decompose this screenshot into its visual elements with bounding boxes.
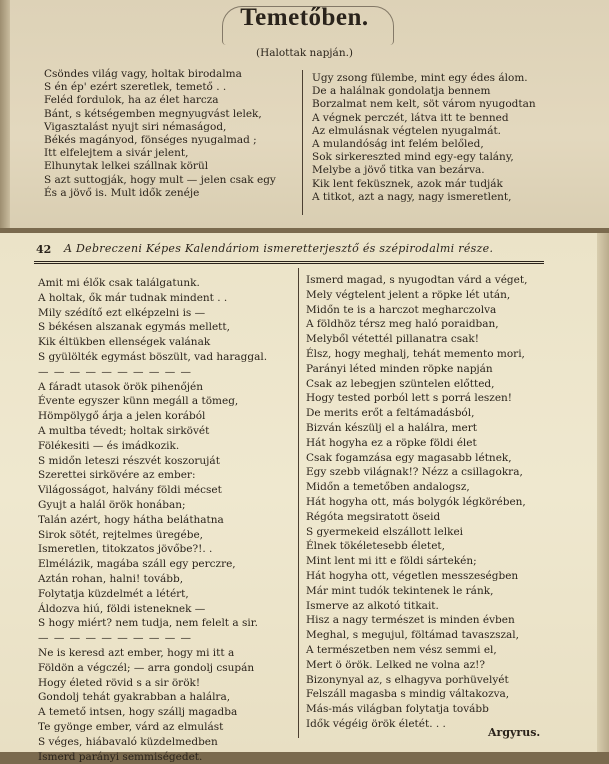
- verse-line: Élnek tökéletesebb életet,: [306, 539, 527, 554]
- verse-line: S én ép' ezért szeretlek, temető . .: [44, 81, 276, 94]
- verse-line: Felszáll magasba s mindig váltakozva,: [306, 687, 527, 702]
- verse-line: Fölékesiti — és imádkozik.: [38, 439, 267, 454]
- verse-line: Borzalmat nem kelt, söt várom nyugodtan: [312, 98, 536, 111]
- verse-line: Csöndes világ vagy, holtak birodalma: [44, 68, 276, 81]
- verse-line: Idők végéig örök életét. . .: [306, 717, 527, 732]
- verse-line: A fáradt utasok örök pihenőjén: [38, 380, 267, 395]
- verse-line: A végnek perczét, látva itt te benned: [312, 112, 536, 125]
- verse-line: S gyermekeid elszállott lelkei: [306, 525, 527, 540]
- verse-line: S midőn leteszi részvét koszoruját: [38, 454, 267, 469]
- verse-line: Földön a végczél; — arra gondolj csupán: [38, 661, 267, 676]
- verse-line: Vigasztalást nyujt siri némaságod,: [44, 121, 276, 134]
- verse-line: A titkot, azt a nagy, nagy ismeretlent,: [312, 191, 536, 204]
- verse-line: Parányi léted minden röpke napján: [306, 362, 527, 377]
- verse-line: A mulandóság int felém belőled,: [312, 138, 536, 151]
- verse-line: Világosságot, halvány földi mécset: [38, 483, 267, 498]
- verse-line: A temető intsen, hogy szállj magadba: [38, 705, 267, 720]
- author-signature: Argyrus.: [488, 726, 540, 739]
- verse-line: Bánt, s kétségemben megnyugvást lelek,: [44, 108, 276, 121]
- verse-line: Egy szebb világnak!? Nézz a csillagokra,: [306, 465, 527, 480]
- verse-line: Mint lent mi itt e földi sártekén;: [306, 554, 527, 569]
- verse-line: Hömpölygő árja a jelen korából: [38, 409, 267, 424]
- verse-line: Hogy életed rövid s a sir örök!: [38, 676, 267, 691]
- verse-line: Évente egyszer künn megáll a tömeg,: [38, 394, 267, 409]
- verse-line: Régóta megsiratott öseid: [306, 510, 527, 525]
- verse-line: Itt elfelejtem a sivár jelent,: [44, 147, 276, 160]
- top-right-column: [312, 72, 536, 204]
- bottom-left-column: [38, 276, 267, 764]
- page-number: 42: [36, 243, 51, 256]
- verse-line: Folytatja küzdelmét a létért,: [38, 587, 267, 602]
- verse-line: A földhöz térsz meg haló poraidban,: [306, 317, 527, 332]
- verse-line: Amit mi élők csak találgatunk.: [38, 276, 267, 291]
- verse-line: Már mint tudók tekintenek le ránk,: [306, 584, 527, 599]
- verse-line: Gondolj tehát gyakrabban a halálra,: [38, 690, 267, 705]
- verse-line: Melybe a jövő titka van bezárva.: [312, 164, 536, 177]
- verse-line: Hát hogyha ez a röpke földi élet: [306, 436, 527, 451]
- verse-line: És a jövő is. Mult idők zenéje: [44, 187, 276, 200]
- column-divider: [302, 70, 303, 215]
- verse-line: Más-más világban folytatja tovább: [306, 702, 527, 717]
- verse-line: Ismerd parányi semmiségedet.: [38, 750, 267, 764]
- verse-line: Ismeretlen, titokzatos jövőbe?!. .: [38, 542, 267, 557]
- verse-line: Bizonynyal az, s elhagyva porhüvelyét: [306, 673, 527, 688]
- verse-line: A multba tévedt; holtak sirkövét: [38, 424, 267, 439]
- verse-line: Mert ö örök. Lelked ne volna az!?: [306, 658, 527, 673]
- verse-line: Talán azért, hogy hátha beláthatna: [38, 513, 267, 528]
- verse-line: Melyből vétettél pillanatra csak!: [306, 332, 527, 347]
- verse-line: Csak fogamzása egy magasabb létnek,: [306, 451, 527, 466]
- verse-line: Hát hogyha ott, végetlen messzeségben: [306, 569, 527, 584]
- poem-subtitle: (Halottak napján.): [0, 47, 609, 59]
- verse-line: De a halálnak gondolatja bennem: [312, 85, 536, 98]
- verse-line: Kik éltükben ellenségek valának: [38, 335, 267, 350]
- stanza-separator: — — — — — — — — — —: [38, 365, 267, 380]
- verse-line: Elmélázik, magába száll egy perczre,: [38, 557, 267, 572]
- page-edge-shadow: [597, 233, 609, 752]
- verse-line: Sirok sötét, rejtelmes üregébe,: [38, 528, 267, 543]
- verse-line: Csak az lebegjen szüntelen előtted,: [306, 377, 527, 392]
- verse-line: Hát hogyha ott, más bolygók légkörében,: [306, 495, 527, 510]
- verse-line: Aztán rohan, halni! tovább,: [38, 572, 267, 587]
- verse-line: Ugy zsong fülembe, mint egy édes álom.: [312, 72, 536, 85]
- verse-line: Hogy tested porból lett s porrá leszen!: [306, 391, 527, 406]
- bottom-right-column: [306, 273, 527, 732]
- verse-line: Békés magányod, fönséges nyugalmad ;: [44, 134, 276, 147]
- verse-line: Meghal, s megujul, föltámad tavaszszal,: [306, 628, 527, 643]
- verse-line: Kik lent feküsznek, azok már tudják: [312, 178, 536, 191]
- top-left-column: [44, 68, 276, 200]
- verse-line: A természetben nem vész semmi el,: [306, 643, 527, 658]
- verse-line: Hisz a nagy természet is minden évben: [306, 613, 527, 628]
- verse-line: Gyujt a halál örök honában;: [38, 498, 267, 513]
- verse-line: Midőn a temetőben andalogsz,: [306, 480, 527, 495]
- verse-line: Áldozva hiú, földi isteneknek —: [38, 602, 267, 617]
- verse-line: Szerettei sirkövére az ember:: [38, 468, 267, 483]
- verse-line: Feléd fordulok, ha az élet harcza: [44, 94, 276, 107]
- header-rule: [34, 261, 544, 264]
- verse-line: S hogy miért? nem tudja, nem felelt a sir.: [38, 616, 267, 631]
- verse-line: Ismerd magad, s nyugodtan várd a véget,: [306, 273, 527, 288]
- verse-line: Te gyönge ember, várd az elmulást: [38, 720, 267, 735]
- verse-line: Mily szédítő ezt elképzelni is —: [38, 306, 267, 321]
- verse-line: Sok sirkereszted mind egy-egy talány,: [312, 151, 536, 164]
- verse-line: Elhunytak lelkei szállnak körül: [44, 160, 276, 173]
- verse-line: S azt suttogják, hogy mult — jelen csak egy: [44, 174, 276, 187]
- verse-line: S véges, hiábavaló küzdelmedben: [38, 735, 267, 750]
- verse-line: S békésen alszanak egymás mellett,: [38, 320, 267, 335]
- column-divider: [298, 268, 299, 738]
- running-header: A Debreczeni Képes Kalendáriom ismeretterjesztő és szépirodalmi része.: [64, 242, 493, 255]
- verse-line: Élsz, hogy meghalj, tehát memento mori,: [306, 347, 527, 362]
- verse-line: Ismerve az alkotó titkait.: [306, 599, 527, 614]
- verse-line: De merits erőt a feltámadásból,: [306, 406, 527, 421]
- verse-line: Bizván készülj el a halálra, mert: [306, 421, 527, 436]
- verse-line: Midőn te is a harczot megharczolva: [306, 303, 527, 318]
- verse-line: S gyülölték egymást böszült, vad haraggal.: [38, 350, 267, 365]
- poem-title: Temetőben.: [0, 4, 609, 32]
- stanza-separator: — — — — — — — — — —: [38, 631, 267, 646]
- verse-line: Mely végtelent jelent a röpke lét után,: [306, 288, 527, 303]
- verse-line: A holtak, ők már tudnak mindent . .: [38, 291, 267, 306]
- verse-line: Az elmulásnak végtelen nyugalmát.: [312, 125, 536, 138]
- page-fold-shadow: [0, 0, 10, 228]
- verse-line: Ne is keresd azt ember, hogy mi itt a: [38, 646, 267, 661]
